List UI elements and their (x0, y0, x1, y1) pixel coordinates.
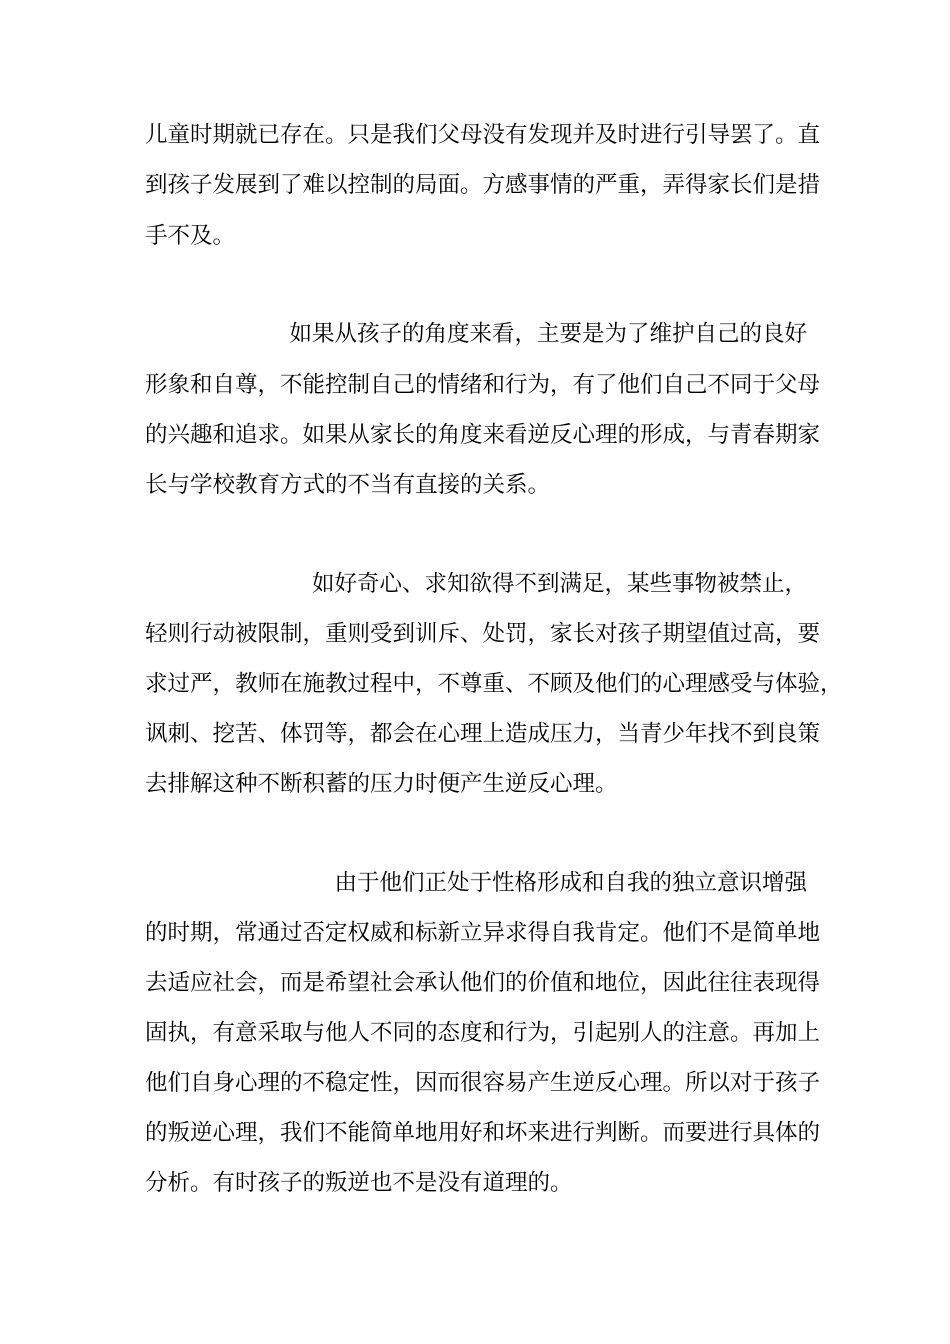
text-line: 到孩子发展到了难以控制的局面。方感事情的严重，弄得家长们是措 (145, 172, 821, 198)
text-line: 分析。有时孩子的叛逆也不是没有道理的。 (145, 1170, 573, 1196)
text-line: 讽刺、挖苦、体罚等，都会在心理上造成压力，当青少年找不到良策 (145, 721, 821, 747)
text-line: 的叛逆心理，我们不能简单地用好和坏来进行判断。而要进行具体的 (145, 1120, 821, 1146)
text-line: 求过严，教师在施教过程中，不尊重、不顾及他们的心理感受与体验， (145, 671, 843, 697)
text-line: 固执，有意采取与他人不同的态度和行为，引起别人的注意。再加上 (145, 1020, 821, 1046)
text-line: 长与学校教育方式的不当有直接的关系。 (145, 472, 551, 498)
text-line: 如果从孩子的角度来看，主要是为了维护自己的良好 (289, 321, 807, 347)
text-line: 去排解这种不断积蓄的压力时便产生逆反心理。 (145, 771, 618, 797)
text-line: 的时期，常通过否定权威和标新立异求得自我肯定。他们不是简单地 (145, 920, 821, 946)
text-line: 如好奇心、求知欲得不到满足，某些事物被禁止， (311, 571, 807, 597)
text-line: 轻则行动被限制，重则受到训斥、处罚，家长对孩子期望值过高，要 (145, 621, 821, 647)
text-line: 由于他们正处于性格形成和自我的独立意识增强 (334, 870, 807, 896)
text-line: 手不及。 (145, 223, 236, 249)
text-line: 形象和自尊，不能控制自己的情绪和行为，有了他们自己不同于父母 (145, 372, 821, 398)
text-line: 儿童时期就已存在。只是我们父母没有发现并及时进行引导罢了。直 (145, 122, 821, 148)
text-line: 的兴趣和追求。如果从家长的角度来看逆反心理的形成，与青春期家 (145, 422, 821, 448)
text-line: 他们自身心理的不稳定性，因而很容易产生逆反心理。所以对于孩子 (145, 1070, 821, 1096)
text-line: 去适应社会，而是希望社会承认他们的价值和地位，因此往往表现得 (145, 970, 821, 996)
